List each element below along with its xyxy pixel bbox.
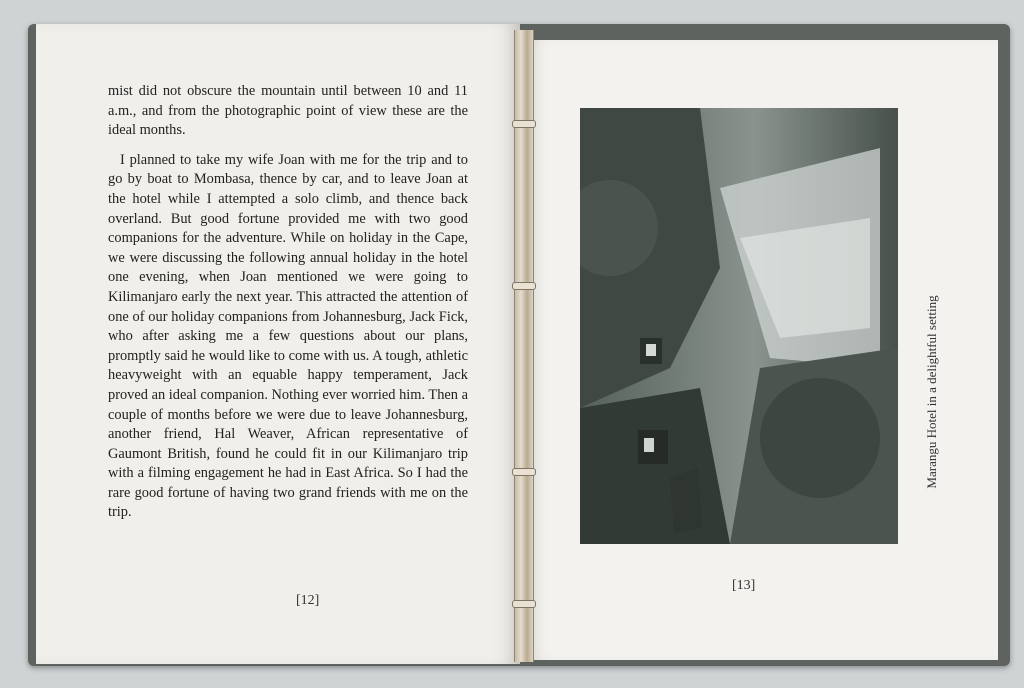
binding-stitch (512, 468, 536, 476)
binding-stitch (512, 600, 536, 608)
page-number-left: [12] (296, 593, 320, 608)
page-number-right: [13] (732, 578, 756, 593)
binding-stitch (512, 120, 536, 128)
paragraph: I planned to take my wife Joan with me for the trip and to go by boat to Mombasa, thence by car, and to leave Joan at the hotel while I attempted a solo climb, and thence back overland. But good fortune provided me with two good companions for the adventure. While on holiday in the Cape, we were discussing the following annual holiday in the hotel one evening, when Joan mentioned we were going to Kilimanjaro early the next year. This attracted the attention of one of our holiday companions from Johannesburg, Jack Fick, who after asking me a few questions about our plans, promptly said he would like to come with us. A tough, athletic heavyweight with an equable happy temperament, Jack proved an ideal companion. Nothing ever worried him. Then a couple of months before we were due to leave Johannesburg, another friend, Hal Weaver, African representative of Gaumont British, found he could fit in our Kilimanjaro trip with a filming engagement he had in East Africa. So I had the rare good fortune of having two grand friends with me on the trip. (108, 151, 468, 521)
hotel-photograph (580, 108, 898, 544)
left-page-text (108, 82, 468, 533)
paragraph: mist did not obscure the mountain until between 10 and 11 a.m., and from the photographic point of view these are the ideal months. (108, 83, 468, 139)
binding-stitch (512, 282, 536, 290)
photo-caption: Marangu Hotel in a delightful setting (924, 295, 939, 489)
